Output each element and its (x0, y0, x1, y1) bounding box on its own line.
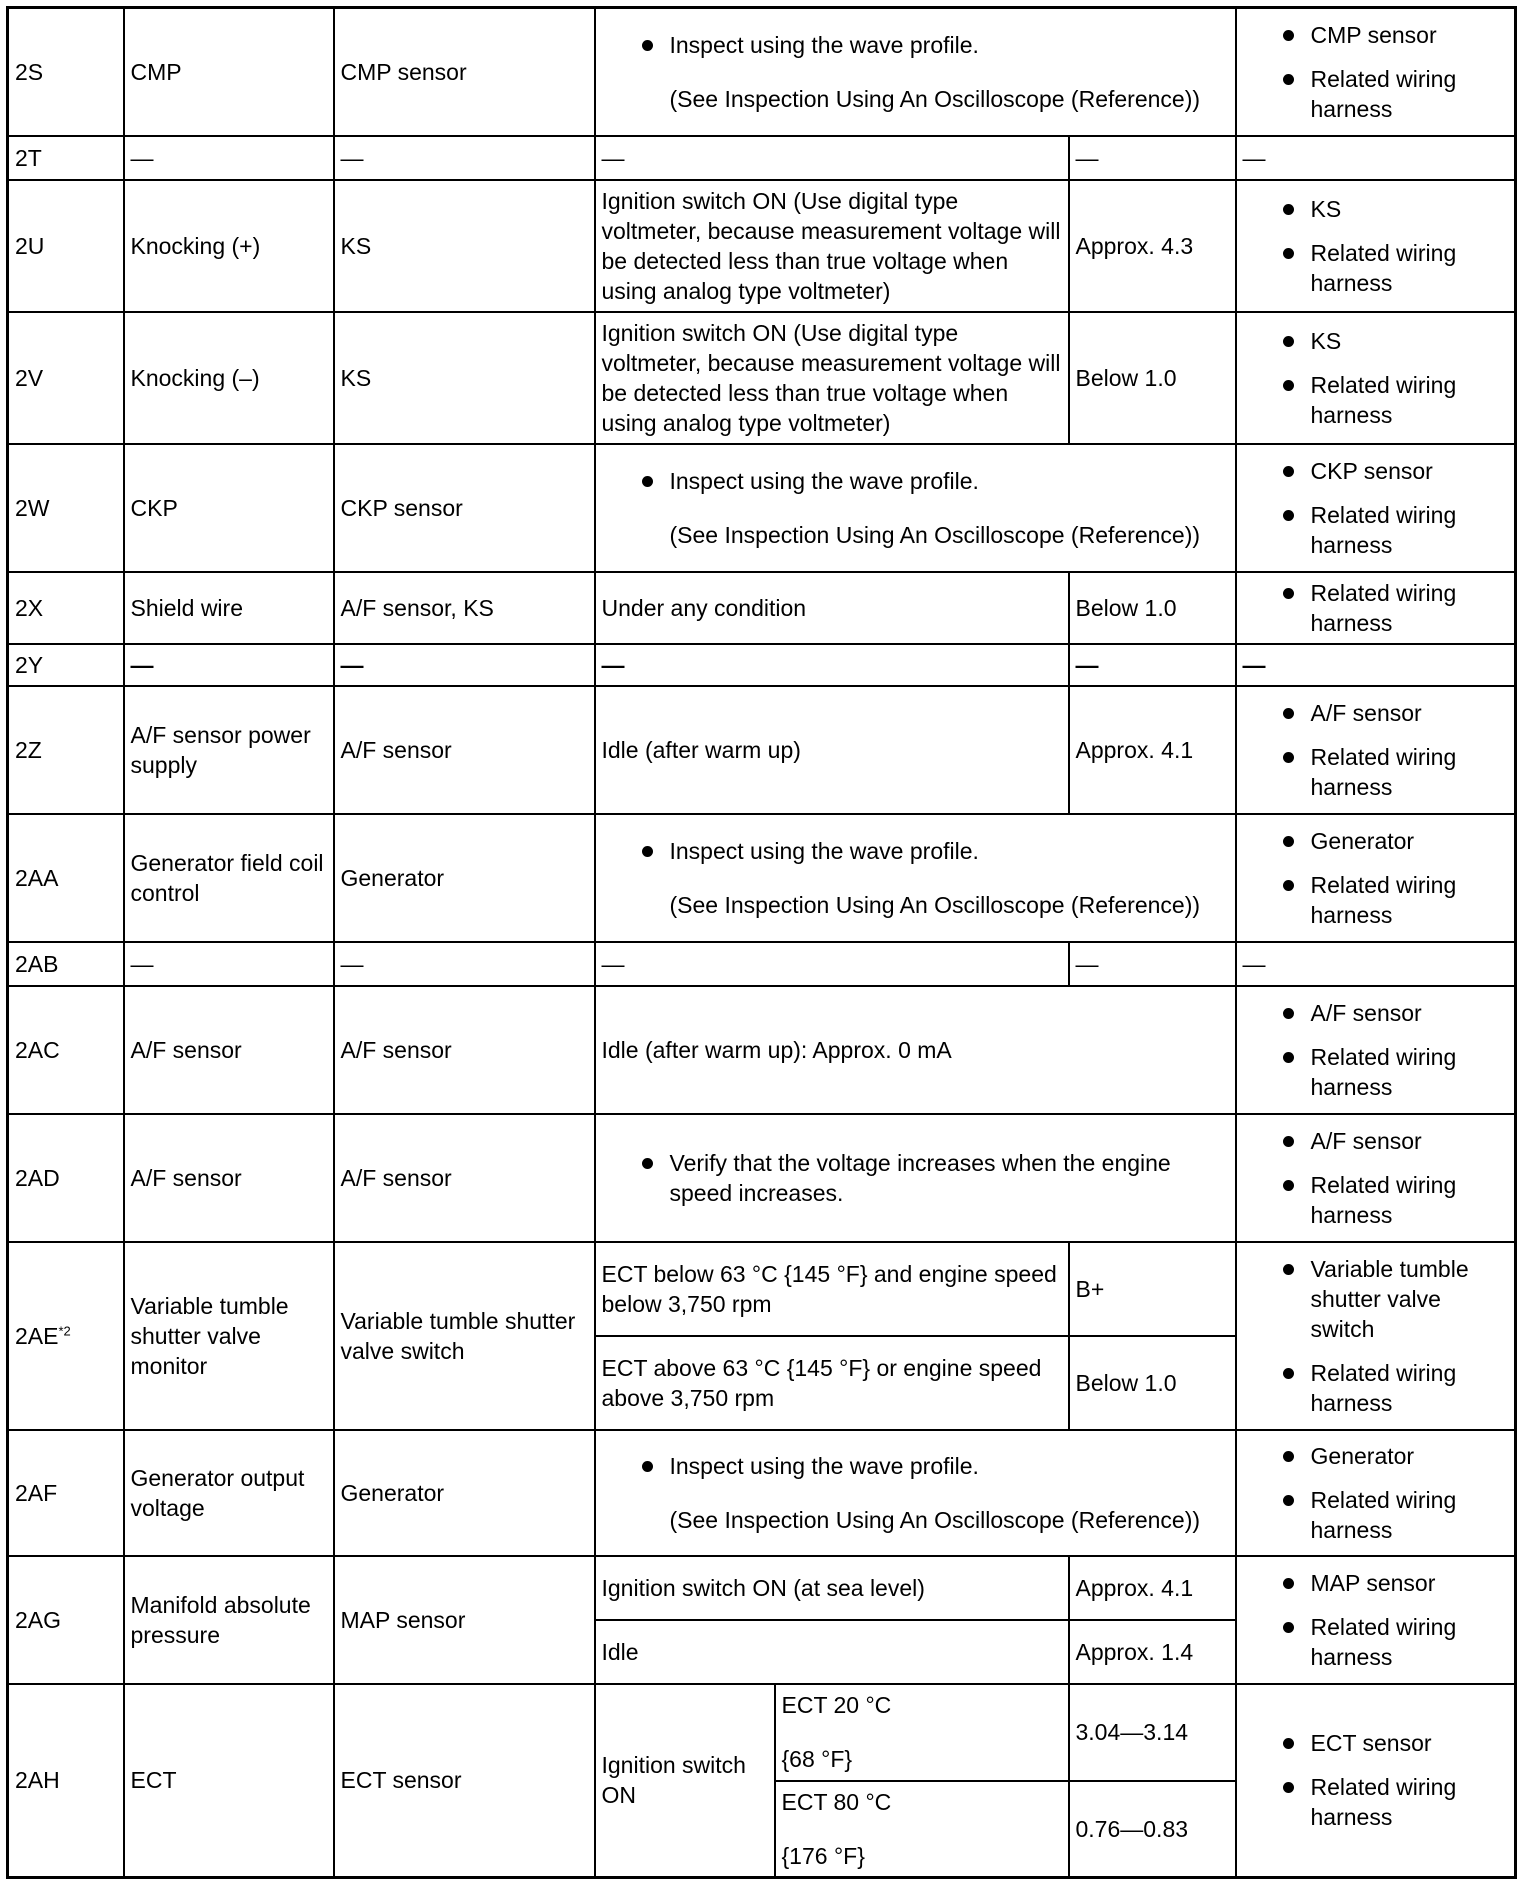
connected-to-cell: A/F sensor (334, 1114, 595, 1242)
terminal-voltage-table (6, 6, 1517, 1879)
terminal-cell: 2AH (8, 1684, 124, 1878)
test-condition-cell: Ignition switch ON (at sea level) (595, 1556, 1069, 1620)
voltage-cell: Below 1.0 (1069, 312, 1236, 444)
dash-cell: — (124, 644, 334, 686)
table-row (8, 644, 1516, 686)
table-row (8, 1114, 1516, 1242)
sub-condition-temp-f: {68 °F} (781, 1746, 853, 1772)
table-row (8, 1684, 1516, 1781)
inspection-item: Related wiring harness (1277, 370, 1509, 430)
inspection-items-cell (1236, 986, 1516, 1114)
inspection-item: ECT sensor (1277, 1728, 1509, 1758)
inspection-item: Related wiring harness (1277, 1612, 1509, 1672)
connected-to-cell: A/F sensor (334, 686, 595, 814)
inspection-item: A/F sensor (1277, 1126, 1509, 1156)
dash-cell: — (124, 136, 334, 180)
connected-to-cell: CMP sensor (334, 8, 595, 136)
inspection-item: CMP sensor (1277, 20, 1509, 50)
voltage-cell: Below 1.0 (1069, 1336, 1236, 1430)
inspection-items-cell (1236, 814, 1516, 942)
inspection-items-cell (1236, 1242, 1516, 1430)
terminal-label: 2AE (15, 1322, 59, 1349)
inspection-items-cell (1236, 1556, 1516, 1684)
inspection-item: Variable tumble shutter valve switch (1277, 1254, 1509, 1344)
signal-cell: Shield wire (124, 572, 334, 644)
signal-cell: Variable tumble shutter valve monitor (124, 1242, 334, 1430)
test-condition-cell: Idle (595, 1620, 1069, 1684)
inspection-item: A/F sensor (1277, 998, 1509, 1028)
terminal-cell: 2S (8, 8, 124, 136)
terminal-voltage-table-page (6, 6, 1514, 1872)
dash-cell: — (1069, 942, 1236, 986)
inspection-items-cell (1236, 444, 1516, 572)
reference-note: (See Inspection Using An Oscilloscope (Reference)) (669, 521, 1201, 548)
voltage-cell: Approx. 4.1 (1069, 1556, 1236, 1620)
signal-cell: Knocking (+) (124, 180, 334, 312)
sub-condition-cell (775, 1684, 1069, 1781)
test-condition-cell: Idle (after warm up): Approx. 0 mA (595, 986, 1236, 1114)
signal-cell: Knocking (–) (124, 312, 334, 444)
table-row (8, 942, 1516, 986)
signal-cell: CMP (124, 8, 334, 136)
signal-cell: A/F sensor (124, 986, 334, 1114)
inspection-items-cell (1236, 8, 1516, 136)
inspection-item: Related wiring harness (1277, 500, 1509, 560)
table-row (8, 686, 1516, 814)
reference-note: (See Inspection Using An Oscilloscope (Reference)) (669, 1506, 1201, 1533)
connected-to-cell: Generator (334, 1430, 595, 1556)
inspection-items-cell (1236, 180, 1516, 312)
terminal-cell: 2AG (8, 1556, 124, 1684)
terminal-cell: 2Y (8, 644, 124, 686)
signal-cell: CKP (124, 444, 334, 572)
check-method-cell (595, 1114, 1236, 1242)
signal-cell: Generator field coil control (124, 814, 334, 942)
inspection-item: Related wiring harness (1277, 1772, 1509, 1832)
voltage-cell: Below 1.0 (1069, 572, 1236, 644)
table-row (8, 180, 1516, 312)
inspection-item: A/F sensor (1277, 698, 1509, 728)
check-method-cell (595, 8, 1236, 136)
table-row (8, 1242, 1516, 1336)
test-condition-cell: ECT below 63 °C {145 °F} and engine speed below 3,750 rpm (595, 1242, 1069, 1336)
inspection-items-cell (1236, 686, 1516, 814)
terminal-cell: 2AB (8, 942, 124, 986)
connected-to-cell: A/F sensor, KS (334, 572, 595, 644)
terminal-cell: 2AC (8, 986, 124, 1114)
dash-cell: — (595, 136, 1069, 180)
sub-condition-temp-c: ECT 80 °C (781, 1788, 892, 1815)
inspection-item: Related wiring harness (1277, 1485, 1509, 1545)
inspection-item: Related wiring harness (1277, 64, 1509, 124)
inspection-item: Related wiring harness (1277, 1042, 1509, 1102)
inspection-item: Generator (1277, 1441, 1509, 1471)
signal-cell: A/F sensor power supply (124, 686, 334, 814)
table-row (8, 986, 1516, 1114)
check-item: Verify that the voltage increases when the engine speed increases. (636, 1148, 1229, 1208)
dash-cell: — (334, 136, 595, 180)
signal-cell: Manifold absolute pressure (124, 1556, 334, 1684)
sub-condition-temp-f: {176 °F} (781, 1842, 865, 1869)
voltage-cell: Approx. 4.1 (1069, 686, 1236, 814)
table-row (8, 1556, 1516, 1620)
terminal-cell: 2AA (8, 814, 124, 942)
reference-note: (See Inspection Using An Oscilloscope (Reference)) (669, 85, 1201, 112)
inspection-item: CKP sensor (1277, 456, 1509, 486)
terminal-cell: 2X (8, 572, 124, 644)
inspection-item: Related wiring harness (1277, 578, 1509, 638)
table-row (8, 814, 1516, 942)
dash-cell: — (334, 942, 595, 986)
dash-cell: — (334, 644, 595, 686)
signal-cell: ECT (124, 1684, 334, 1878)
terminal-cell: 2Z (8, 686, 124, 814)
inspection-item: KS (1277, 194, 1509, 224)
dash-cell: — (1069, 136, 1236, 180)
check-method-cell (595, 444, 1236, 572)
table-row (8, 1430, 1516, 1556)
check-item: Inspect using the wave profile. (636, 1451, 1229, 1481)
connected-to-cell: Variable tumble shutter valve switch (334, 1242, 595, 1430)
sub-condition-temp-c: ECT 20 °C (781, 1692, 892, 1718)
dash-cell: — (1236, 942, 1516, 986)
terminal-cell: 2AF (8, 1430, 124, 1556)
connected-to-cell: Generator (334, 814, 595, 942)
inspection-items-cell (1236, 1114, 1516, 1242)
dash-cell: — (595, 942, 1069, 986)
voltage-cell: 3.04—3.14 (1069, 1684, 1236, 1781)
signal-cell: Generator output voltage (124, 1430, 334, 1556)
terminal-cell: 2V (8, 312, 124, 444)
inspection-item: Related wiring harness (1277, 870, 1509, 930)
check-item: Inspect using the wave profile. (636, 30, 1229, 60)
test-condition-cell: Ignition switch ON (Use digital type voltmeter, because measurement voltage will be detected less than true voltage when using analog type voltmeter) (595, 180, 1069, 312)
test-condition-cell: Ignition switch ON (Use digital type voltmeter, because measurement voltage will be detected less than true voltage when using analog type voltmeter) (595, 312, 1069, 444)
inspection-item: Related wiring harness (1277, 238, 1509, 298)
voltage-cell: Approx. 1.4 (1069, 1620, 1236, 1684)
inspection-items-cell (1236, 312, 1516, 444)
inspection-item: Related wiring harness (1277, 1170, 1509, 1230)
connected-to-cell: MAP sensor (334, 1556, 595, 1684)
voltage-cell: Approx. 4.3 (1069, 180, 1236, 312)
voltage-cell: 0.76—0.83 (1069, 1781, 1236, 1878)
voltage-cell: B+ (1069, 1242, 1236, 1336)
terminal-cell: 2AD (8, 1114, 124, 1242)
table-row (8, 136, 1516, 180)
inspection-items-cell (1236, 1430, 1516, 1556)
table-row (8, 312, 1516, 444)
check-method-cell (595, 814, 1236, 942)
connected-to-cell: ECT sensor (334, 1684, 595, 1878)
inspection-item: KS (1277, 326, 1509, 356)
table-row (8, 572, 1516, 644)
terminal-cell: 2W (8, 444, 124, 572)
table-row (8, 444, 1516, 572)
check-item: Inspect using the wave profile. (636, 836, 1229, 866)
check-item: Inspect using the wave profile. (636, 466, 1229, 496)
test-condition-cell: Under any condition (595, 572, 1069, 644)
dash-cell: — (595, 644, 1069, 686)
dash-cell: — (1236, 136, 1516, 180)
dash-cell: — (1236, 644, 1516, 686)
inspection-item: Related wiring harness (1277, 1358, 1509, 1418)
connected-to-cell: KS (334, 180, 595, 312)
signal-cell: A/F sensor (124, 1114, 334, 1242)
sub-condition-cell (775, 1781, 1069, 1878)
inspection-item: MAP sensor (1277, 1568, 1509, 1598)
inspection-items-cell (1236, 572, 1516, 644)
reference-note: (See Inspection Using An Oscilloscope (Reference)) (669, 891, 1201, 918)
test-condition-cell: Idle (after warm up) (595, 686, 1069, 814)
inspection-item: Generator (1277, 826, 1509, 856)
connected-to-cell: CKP sensor (334, 444, 595, 572)
inspection-item: Related wiring harness (1277, 742, 1509, 802)
footnote-marker: *2 (58, 1322, 71, 1338)
terminal-cell: 2U (8, 180, 124, 312)
table-row (8, 8, 1516, 136)
dash-cell: — (1069, 644, 1236, 686)
terminal-cell: 2T (8, 136, 124, 180)
connected-to-cell: A/F sensor (334, 986, 595, 1114)
check-method-cell (595, 1430, 1236, 1556)
inspection-items-cell (1236, 1684, 1516, 1878)
connected-to-cell: KS (334, 312, 595, 444)
dash-cell: — (124, 942, 334, 986)
terminal-cell (8, 1242, 124, 1430)
test-condition-cell: Ignition switch ON (595, 1684, 775, 1878)
test-condition-cell: ECT above 63 °C {145 °F} or engine speed above 3,750 rpm (595, 1336, 1069, 1430)
